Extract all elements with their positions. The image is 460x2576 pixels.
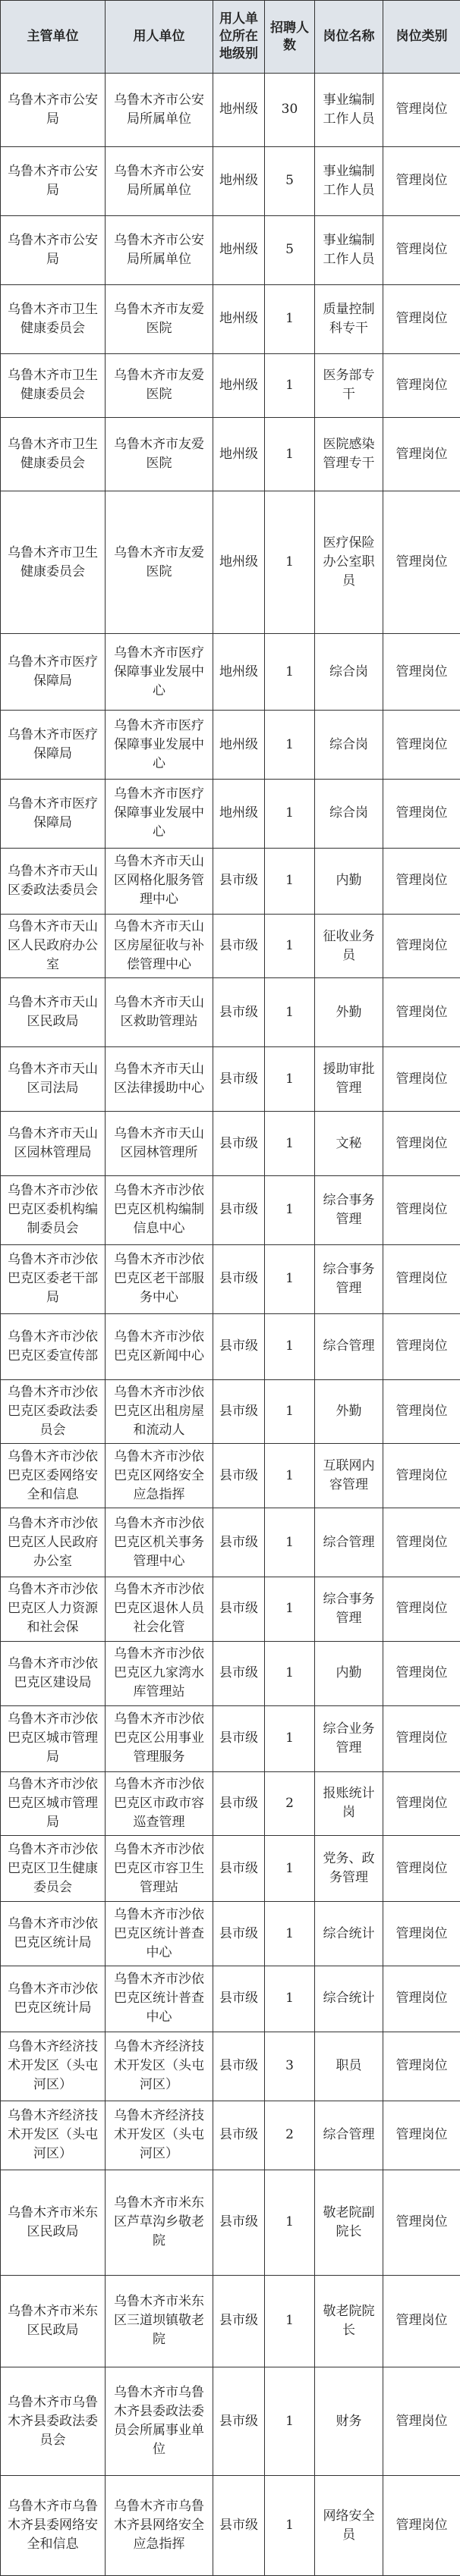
cell-dept: 乌鲁木齐市沙依巴克区卫生健康委员会 xyxy=(1,1836,106,1902)
cell-level: 县市级 xyxy=(213,1244,265,1313)
cell-count: 30 xyxy=(265,74,315,147)
cell-post: 文秘 xyxy=(315,1112,383,1176)
header-level: 用人单位所在地级别 xyxy=(213,1,265,74)
table-row xyxy=(1,1705,460,1771)
cell-unit: 乌鲁木齐市沙依巴克区老干部服务中心 xyxy=(106,1244,213,1313)
cell-unit: 乌鲁木齐市米东区芦草沟乡敬老院 xyxy=(106,2170,213,2275)
cell-post: 互联网内容管理 xyxy=(315,1444,383,1508)
cell-unit: 乌鲁木齐市天山区园林管理所 xyxy=(106,1112,213,1176)
table-row xyxy=(1,146,460,215)
table-row xyxy=(1,1966,460,2032)
table-row xyxy=(1,1577,460,1642)
cell-level: 地州级 xyxy=(213,74,265,147)
cell-dept: 乌鲁木齐市沙依巴克区统计局 xyxy=(1,1966,106,2032)
cell-count: 1 xyxy=(265,2476,315,2576)
cell-level: 县市级 xyxy=(213,848,265,914)
cell-count: 1 xyxy=(265,1047,315,1112)
table-row xyxy=(1,1836,460,1902)
table-row xyxy=(1,1902,460,1966)
cell-unit: 乌鲁木齐市沙依巴克区九家湾水库管理站 xyxy=(106,1641,213,1705)
table-row xyxy=(1,1047,460,1112)
cell-unit: 乌鲁木齐市沙依巴克区退休人员社会化管 xyxy=(106,1577,213,1642)
cell-level: 地州级 xyxy=(213,634,265,711)
cell-type: 管理岗位 xyxy=(383,914,460,978)
cell-count: 1 xyxy=(265,491,315,634)
cell-post: 财务 xyxy=(315,2367,383,2476)
cell-type: 管理岗位 xyxy=(383,1175,460,1244)
cell-dept: 乌鲁木齐市公安局 xyxy=(1,215,106,284)
cell-level: 地州级 xyxy=(213,491,265,634)
cell-count: 1 xyxy=(265,1112,315,1176)
cell-type: 管理岗位 xyxy=(383,1244,460,1313)
cell-dept: 乌鲁木齐市医疗保障局 xyxy=(1,634,106,711)
cell-type: 管理岗位 xyxy=(383,2367,460,2476)
cell-level: 县市级 xyxy=(213,1313,265,1379)
cell-level: 县市级 xyxy=(213,2032,265,2101)
table-header xyxy=(1,1,460,74)
cell-dept: 乌鲁木齐市天山区司法局 xyxy=(1,1047,106,1112)
cell-dept: 乌鲁木齐经济技术开发区（头屯河区） xyxy=(1,2032,106,2101)
table-row xyxy=(1,634,460,711)
table-row xyxy=(1,1641,460,1705)
cell-dept: 乌鲁木齐市天山区民政局 xyxy=(1,978,106,1047)
cell-unit: 乌鲁木齐市沙依巴克区机构编制信息中心 xyxy=(106,1175,213,1244)
cell-level: 县市级 xyxy=(213,1966,265,2032)
header-post: 岗位名称 xyxy=(315,1,383,74)
cell-post: 征收业务员 xyxy=(315,914,383,978)
cell-unit: 乌鲁木齐市友爱医院 xyxy=(106,284,213,353)
cell-level: 县市级 xyxy=(213,1705,265,1771)
cell-post: 网络安全员 xyxy=(315,2476,383,2576)
cell-unit: 乌鲁木齐市沙依巴克区市容卫生管理站 xyxy=(106,1836,213,1902)
table-row xyxy=(1,1444,460,1508)
header-dept: 主管单位 xyxy=(1,1,106,74)
cell-post: 综合统计 xyxy=(315,1966,383,2032)
table-row xyxy=(1,1112,460,1176)
cell-unit: 乌鲁木齐经济技术开发区（头屯河区） xyxy=(106,2101,213,2170)
cell-count: 1 xyxy=(265,1313,315,1379)
cell-level: 县市级 xyxy=(213,1047,265,1112)
cell-post: 综合岗 xyxy=(315,711,383,780)
cell-level: 地州级 xyxy=(213,353,265,418)
table-row xyxy=(1,914,460,978)
cell-type: 管理岗位 xyxy=(383,2170,460,2275)
cell-count: 1 xyxy=(265,284,315,353)
table-row xyxy=(1,1508,460,1577)
cell-count: 1 xyxy=(265,1836,315,1902)
cell-type: 管理岗位 xyxy=(383,848,460,914)
cell-type: 管理岗位 xyxy=(383,1641,460,1705)
table-row xyxy=(1,1771,460,1836)
cell-level: 县市级 xyxy=(213,2170,265,2275)
cell-post: 事业编制工作人员 xyxy=(315,74,383,147)
cell-unit: 乌鲁木齐市乌鲁木齐县委政法委员会所属事业单位 xyxy=(106,2367,213,2476)
cell-level: 县市级 xyxy=(213,978,265,1047)
cell-unit: 乌鲁木齐市沙依巴克区新闻中心 xyxy=(106,1313,213,1379)
cell-count: 1 xyxy=(265,353,315,418)
table-row xyxy=(1,2275,460,2367)
cell-level: 县市级 xyxy=(213,1112,265,1176)
table-row xyxy=(1,284,460,353)
table-row xyxy=(1,1313,460,1379)
cell-count: 1 xyxy=(265,1508,315,1577)
cell-post: 事业编制工作人员 xyxy=(315,146,383,215)
cell-type: 管理岗位 xyxy=(383,284,460,353)
cell-dept: 乌鲁木齐经济技术开发区（头屯河区） xyxy=(1,2101,106,2170)
cell-level: 县市级 xyxy=(213,1379,265,1444)
cell-post: 综合事务管理 xyxy=(315,1577,383,1642)
table-row xyxy=(1,353,460,418)
cell-level: 县市级 xyxy=(213,2476,265,2576)
cell-count: 1 xyxy=(265,1705,315,1771)
cell-count: 2 xyxy=(265,1771,315,1836)
cell-post: 综合事务管理 xyxy=(315,1244,383,1313)
cell-level: 县市级 xyxy=(213,1175,265,1244)
cell-count: 1 xyxy=(265,634,315,711)
cell-dept: 乌鲁木齐市卫生健康委员会 xyxy=(1,353,106,418)
header-count: 招聘人数 xyxy=(265,1,315,74)
cell-type: 管理岗位 xyxy=(383,2275,460,2367)
cell-count: 1 xyxy=(265,2170,315,2275)
cell-type: 管理岗位 xyxy=(383,1966,460,2032)
table-row xyxy=(1,74,460,147)
cell-unit: 乌鲁木齐市沙依巴克区公用事业管理服务 xyxy=(106,1705,213,1771)
cell-type: 管理岗位 xyxy=(383,1577,460,1642)
cell-dept: 乌鲁木齐市沙依巴克区城市管理局 xyxy=(1,1705,106,1771)
cell-unit: 乌鲁木齐市医疗保障事业发展中心 xyxy=(106,634,213,711)
cell-dept: 乌鲁木齐市沙依巴克区委老干部局 xyxy=(1,1244,106,1313)
cell-dept: 乌鲁木齐市乌鲁木齐县委网络安全和信息 xyxy=(1,2476,106,2576)
cell-unit: 乌鲁木齐市天山区房屋征收与补偿管理中心 xyxy=(106,914,213,978)
cell-type: 管理岗位 xyxy=(383,1313,460,1379)
cell-dept: 乌鲁木齐市卫生健康委员会 xyxy=(1,284,106,353)
table-row xyxy=(1,2032,460,2101)
table-row xyxy=(1,978,460,1047)
cell-level: 县市级 xyxy=(213,914,265,978)
cell-post: 质量控制科专干 xyxy=(315,284,383,353)
cell-dept: 乌鲁木齐市乌鲁木齐县委政法委员会 xyxy=(1,2367,106,2476)
cell-dept: 乌鲁木齐市沙依巴克区统计局 xyxy=(1,1902,106,1966)
cell-count: 1 xyxy=(265,1641,315,1705)
cell-count: 5 xyxy=(265,215,315,284)
cell-post: 敬老院院长 xyxy=(315,2275,383,2367)
cell-count: 2 xyxy=(265,2101,315,2170)
cell-count: 5 xyxy=(265,146,315,215)
cell-unit: 乌鲁木齐市公安局所属单位 xyxy=(106,146,213,215)
table-row xyxy=(1,2170,460,2275)
cell-unit: 乌鲁木齐经济技术开发区（头屯河区） xyxy=(106,2032,213,2101)
cell-post: 党务、政务管理 xyxy=(315,1836,383,1902)
cell-post: 外勤 xyxy=(315,978,383,1047)
table-body xyxy=(1,74,460,2576)
table-row xyxy=(1,2476,460,2576)
cell-dept: 乌鲁木齐市沙依巴克区城市管理局 xyxy=(1,1771,106,1836)
cell-type: 管理岗位 xyxy=(383,1771,460,1836)
cell-type: 管理岗位 xyxy=(383,634,460,711)
cell-count: 1 xyxy=(265,1902,315,1966)
cell-type: 管理岗位 xyxy=(383,978,460,1047)
cell-unit: 乌鲁木齐市沙依巴克区统计普查中心 xyxy=(106,1966,213,2032)
cell-count: 1 xyxy=(265,978,315,1047)
cell-unit: 乌鲁木齐市公安局所属单位 xyxy=(106,74,213,147)
cell-dept: 乌鲁木齐市天山区园林管理局 xyxy=(1,1112,106,1176)
cell-type: 管理岗位 xyxy=(383,353,460,418)
cell-unit: 乌鲁木齐市沙依巴克区市政市容巡查管理 xyxy=(106,1771,213,1836)
cell-unit: 乌鲁木齐市医疗保障事业发展中心 xyxy=(106,711,213,780)
cell-level: 地州级 xyxy=(213,418,265,491)
cell-type: 管理岗位 xyxy=(383,1508,460,1577)
cell-dept: 乌鲁木齐市米东区民政局 xyxy=(1,2275,106,2367)
cell-post: 事业编制工作人员 xyxy=(315,215,383,284)
cell-level: 县市级 xyxy=(213,2101,265,2170)
cell-count: 1 xyxy=(265,914,315,978)
cell-type: 管理岗位 xyxy=(383,418,460,491)
cell-dept: 乌鲁木齐市沙依巴克区委宣传部 xyxy=(1,1313,106,1379)
cell-post: 职员 xyxy=(315,2032,383,2101)
cell-count: 1 xyxy=(265,1577,315,1642)
cell-level: 地州级 xyxy=(213,215,265,284)
cell-unit: 乌鲁木齐市沙依巴克区网络安全应急指挥 xyxy=(106,1444,213,1508)
table-row xyxy=(1,1379,460,1444)
table-row xyxy=(1,418,460,491)
cell-unit: 乌鲁木齐市友爱医院 xyxy=(106,491,213,634)
cell-count: 1 xyxy=(265,848,315,914)
cell-post: 综合事务管理 xyxy=(315,1175,383,1244)
cell-count: 1 xyxy=(265,418,315,491)
cell-post: 综合业务管理 xyxy=(315,1705,383,1771)
cell-count: 1 xyxy=(265,779,315,848)
cell-post: 外勤 xyxy=(315,1379,383,1444)
cell-unit: 乌鲁木齐市天山区法律援助中心 xyxy=(106,1047,213,1112)
cell-level: 县市级 xyxy=(213,1577,265,1642)
cell-dept: 乌鲁木齐市沙依巴克区委政法委员会 xyxy=(1,1379,106,1444)
cell-type: 管理岗位 xyxy=(383,1836,460,1902)
cell-post: 综合岗 xyxy=(315,779,383,848)
cell-unit: 乌鲁木齐市医疗保障事业发展中心 xyxy=(106,779,213,848)
cell-count: 1 xyxy=(265,1175,315,1244)
cell-level: 县市级 xyxy=(213,1771,265,1836)
cell-level: 地州级 xyxy=(213,284,265,353)
cell-dept: 乌鲁木齐市米东区民政局 xyxy=(1,2170,106,2275)
cell-type: 管理岗位 xyxy=(383,146,460,215)
cell-count: 1 xyxy=(265,1966,315,2032)
cell-unit: 乌鲁木齐市天山区救助管理站 xyxy=(106,978,213,1047)
cell-unit: 乌鲁木齐市米东区三道坝镇敬老院 xyxy=(106,2275,213,2367)
cell-count: 3 xyxy=(265,2032,315,2101)
cell-level: 地州级 xyxy=(213,779,265,848)
cell-unit: 乌鲁木齐市沙依巴克区出租房屋和流动人 xyxy=(106,1379,213,1444)
cell-unit: 乌鲁木齐市公安局所属单位 xyxy=(106,215,213,284)
cell-type: 管理岗位 xyxy=(383,1902,460,1966)
cell-dept: 乌鲁木齐市沙依巴克区建设局 xyxy=(1,1641,106,1705)
table-row xyxy=(1,711,460,780)
cell-post: 医疗保险办公室职员 xyxy=(315,491,383,634)
table-row xyxy=(1,779,460,848)
cell-count: 1 xyxy=(265,1379,315,1444)
cell-level: 县市级 xyxy=(213,1641,265,1705)
cell-type: 管理岗位 xyxy=(383,1047,460,1112)
cell-level: 县市级 xyxy=(213,1508,265,1577)
cell-dept: 乌鲁木齐市卫生健康委员会 xyxy=(1,418,106,491)
cell-post: 报账统计岗 xyxy=(315,1771,383,1836)
cell-count: 1 xyxy=(265,2367,315,2476)
header-unit: 用人单位 xyxy=(106,1,213,74)
cell-post: 综合管理 xyxy=(315,2101,383,2170)
cell-unit: 乌鲁木齐市友爱医院 xyxy=(106,418,213,491)
cell-post: 综合管理 xyxy=(315,1313,383,1379)
cell-post: 敬老院副院长 xyxy=(315,2170,383,2275)
cell-type: 管理岗位 xyxy=(383,1379,460,1444)
cell-dept: 乌鲁木齐市天山区人民政府办公室 xyxy=(1,914,106,978)
cell-post: 综合统计 xyxy=(315,1902,383,1966)
cell-type: 管理岗位 xyxy=(383,1444,460,1508)
cell-dept: 乌鲁木齐市医疗保障局 xyxy=(1,779,106,848)
table-row xyxy=(1,215,460,284)
cell-count: 1 xyxy=(265,711,315,780)
cell-level: 县市级 xyxy=(213,2367,265,2476)
cell-type: 管理岗位 xyxy=(383,2476,460,2576)
cell-unit: 乌鲁木齐市天山区网格化服务管理中心 xyxy=(106,848,213,914)
cell-post: 医院感染管理专干 xyxy=(315,418,383,491)
cell-count: 1 xyxy=(265,1444,315,1508)
cell-dept: 乌鲁木齐市公安局 xyxy=(1,146,106,215)
header-row xyxy=(1,1,460,74)
cell-dept: 乌鲁木齐市卫生健康委员会 xyxy=(1,491,106,634)
table-row xyxy=(1,1244,460,1313)
cell-post: 综合管理 xyxy=(315,1508,383,1577)
cell-unit: 乌鲁木齐市友爱医院 xyxy=(106,353,213,418)
cell-type: 管理岗位 xyxy=(383,711,460,780)
table-row xyxy=(1,2367,460,2476)
cell-level: 县市级 xyxy=(213,1902,265,1966)
cell-dept: 乌鲁木齐市医疗保障局 xyxy=(1,711,106,780)
cell-dept: 乌鲁木齐市沙依巴克区人民政府办公室 xyxy=(1,1508,106,1577)
table-row xyxy=(1,848,460,914)
cell-type: 管理岗位 xyxy=(383,74,460,147)
cell-count: 1 xyxy=(265,1244,315,1313)
cell-type: 管理岗位 xyxy=(383,2101,460,2170)
cell-type: 管理岗位 xyxy=(383,491,460,634)
cell-post: 医务部专干 xyxy=(315,353,383,418)
cell-dept: 乌鲁木齐市沙依巴克区委网络安全和信息 xyxy=(1,1444,106,1508)
cell-unit: 乌鲁木齐市沙依巴克区机关事务管理中心 xyxy=(106,1508,213,1577)
cell-type: 管理岗位 xyxy=(383,779,460,848)
cell-level: 县市级 xyxy=(213,1836,265,1902)
cell-unit: 乌鲁木齐市乌鲁木齐县网络安全应急指挥 xyxy=(106,2476,213,2576)
cell-dept: 乌鲁木齐市沙依巴克区人力资源和社会保 xyxy=(1,1577,106,1642)
cell-dept: 乌鲁木齐市沙依巴克区委机构编制委员会 xyxy=(1,1175,106,1244)
cell-post: 援助审批管理 xyxy=(315,1047,383,1112)
cell-post: 内勤 xyxy=(315,848,383,914)
cell-count: 1 xyxy=(265,2275,315,2367)
cell-level: 地州级 xyxy=(213,146,265,215)
cell-post: 综合岗 xyxy=(315,634,383,711)
cell-type: 管理岗位 xyxy=(383,2032,460,2101)
cell-type: 管理岗位 xyxy=(383,1112,460,1176)
cell-dept: 乌鲁木齐市公安局 xyxy=(1,74,106,147)
cell-level: 地州级 xyxy=(213,711,265,780)
cell-unit: 乌鲁木齐市沙依巴克区统计普查中心 xyxy=(106,1902,213,1966)
cell-type: 管理岗位 xyxy=(383,1705,460,1771)
header-type: 岗位类别 xyxy=(383,1,460,74)
cell-post: 内勤 xyxy=(315,1641,383,1705)
cell-level: 县市级 xyxy=(213,2275,265,2367)
table-row xyxy=(1,491,460,634)
cell-dept: 乌鲁木齐市天山区委政法委员会 xyxy=(1,848,106,914)
table-row xyxy=(1,1175,460,1244)
cell-type: 管理岗位 xyxy=(383,215,460,284)
cell-level: 县市级 xyxy=(213,1444,265,1508)
table-row xyxy=(1,2101,460,2170)
